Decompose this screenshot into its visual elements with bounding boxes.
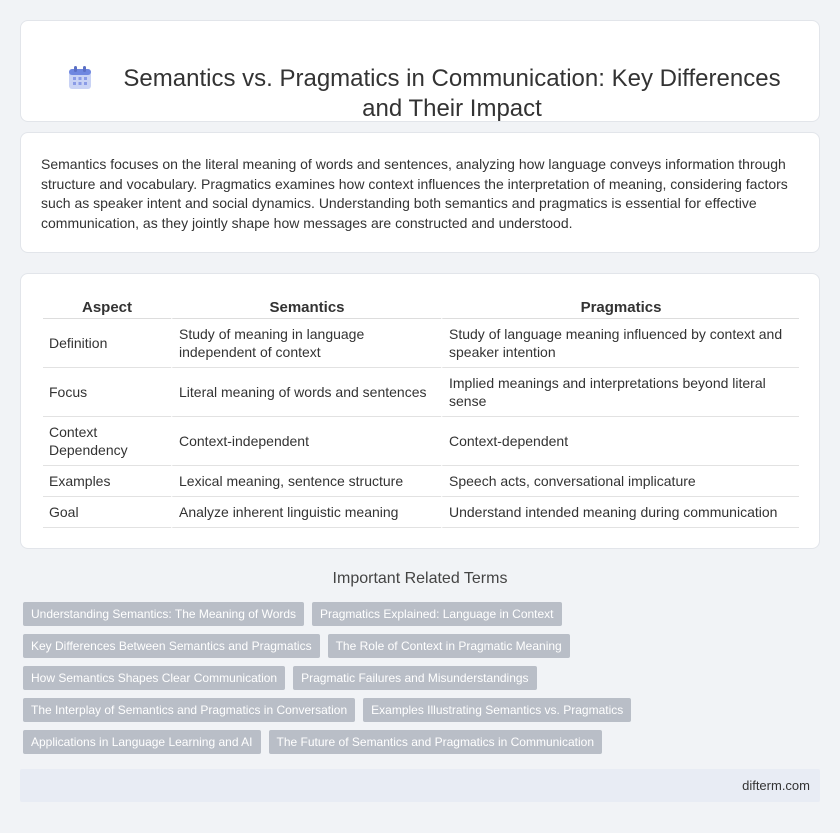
comparison-table-card bbox=[20, 273, 820, 549]
row-semantics: Literal meaning of words and sentences bbox=[171, 368, 441, 417]
row-semantics: Context-independent bbox=[171, 417, 441, 466]
footer bbox=[20, 769, 820, 802]
related-term-tag[interactable]: Pragmatics Explained: Language in Context bbox=[312, 602, 561, 626]
page-title: Semantics vs. Pragmatics in Communication: Key Differences and Their Impact bbox=[123, 65, 781, 122]
related-term-tag[interactable]: Examples Illustrating Semantics vs. Pragmatics bbox=[363, 698, 631, 722]
row-semantics: Lexical meaning, sentence structure bbox=[171, 466, 441, 497]
table-row bbox=[43, 319, 799, 368]
related-term-tag[interactable]: Applications in Language Learning and AI bbox=[23, 730, 261, 754]
row-pragmatics: Study of language meaning influenced by context and speaker intention bbox=[441, 319, 799, 368]
related-term-tag[interactable]: The Role of Context in Pragmatic Meaning bbox=[328, 634, 570, 658]
row-pragmatics: Understand intended meaning during communication bbox=[441, 497, 799, 528]
related-terms-title: Important Related Terms bbox=[332, 570, 508, 587]
header-pragmatics: Pragmatics bbox=[441, 296, 799, 319]
row-aspect: Focus bbox=[43, 368, 171, 417]
table-header-row bbox=[43, 296, 799, 319]
intro-paragraph: Semantics focuses on the literal meaning of words and sentences, analyzing how language conveys information through structure and vocabulary. Pragmatics examines how context influences the interpretation of meaning, considering factors such as speaker intent and social dynamics. Understanding both semantics and pragmatics is essential for effective communication, as they jointly shape how messages are constructed and understood. bbox=[41, 156, 788, 231]
related-term-tag[interactable]: How Semantics Shapes Clear Communication bbox=[23, 666, 285, 690]
row-semantics: Study of meaning in language independent of context bbox=[171, 319, 441, 368]
calendar-icon bbox=[67, 65, 93, 91]
intro-card bbox=[20, 132, 820, 253]
row-aspect: Goal bbox=[43, 497, 171, 528]
table-row bbox=[43, 417, 799, 466]
header-aspect: Aspect bbox=[43, 296, 171, 319]
header-card bbox=[20, 20, 820, 122]
table-row bbox=[43, 368, 799, 417]
row-semantics: Analyze inherent linguistic meaning bbox=[171, 497, 441, 528]
row-aspect: Examples bbox=[43, 466, 171, 497]
related-term-tag[interactable]: Understanding Semantics: The Meaning of Words bbox=[23, 602, 304, 626]
related-term-tag[interactable]: The Future of Semantics and Pragmatics in Communication bbox=[269, 730, 602, 754]
related-term-tag[interactable]: Key Differences Between Semantics and Pragmatics bbox=[23, 634, 320, 658]
row-pragmatics: Speech acts, conversational implicature bbox=[441, 466, 799, 497]
row-pragmatics: Context-dependent bbox=[441, 417, 799, 466]
header-semantics: Semantics bbox=[171, 296, 441, 319]
table-row bbox=[43, 497, 799, 528]
row-pragmatics: Implied meanings and interpretations beyond literal sense bbox=[441, 368, 799, 417]
related-term-tag[interactable]: Pragmatic Failures and Misunderstandings bbox=[293, 666, 536, 690]
table-row bbox=[43, 466, 799, 497]
footer-site-link[interactable]: difterm.com bbox=[742, 778, 810, 793]
row-aspect: Context Dependency bbox=[43, 417, 171, 466]
related-terms-list bbox=[23, 602, 813, 762]
related-term-tag[interactable]: The Interplay of Semantics and Pragmatics in Conversation bbox=[23, 698, 355, 722]
row-aspect: Definition bbox=[43, 319, 171, 368]
comparison-table bbox=[43, 296, 799, 528]
